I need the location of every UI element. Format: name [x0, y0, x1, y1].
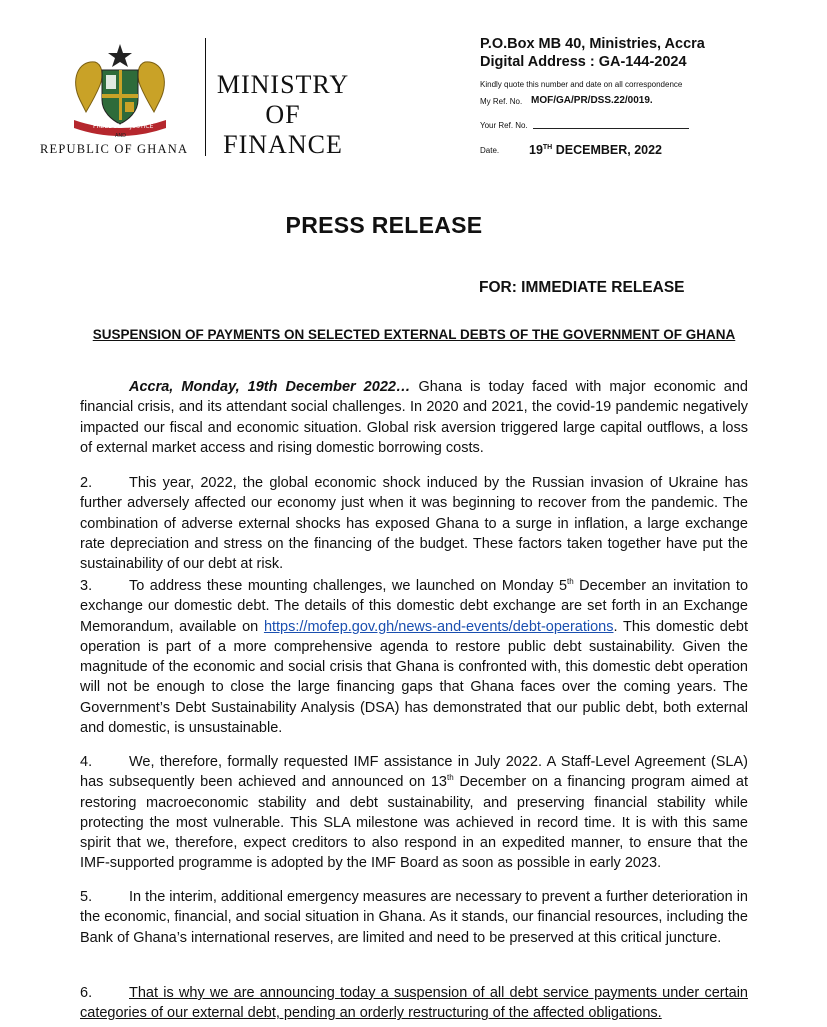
paragraph-2 [80, 473, 748, 574]
release-note: FOR: IMMEDIATE RELEASE [479, 279, 685, 296]
paragraph-6-text: That is why we are announcing today a suspension of all debt service payments under certain categories of our external debt, pending an orderly restructuring of the affected obligations. [80, 985, 748, 1022]
paragraph-1-text: Ghana is today faced with major economic and financial crisis, and its attendant social challenges. In 2020 and 2021, the covid-19 pandemic negatively impacted our fiscal and economic situation. Global risk aversion triggered large capital outflows, a loss of external market access and rising domestic borrowing costs. [80, 379, 748, 456]
my-ref-value: MOF/GA/PR/DSS.22/0019. [531, 95, 653, 106]
ministry-line1: MINISTRY [216, 70, 350, 99]
paragraph-3-sup: th [567, 577, 574, 587]
paragraph-5 [80, 887, 748, 948]
header-divider [205, 38, 206, 156]
paragraph-3-text-a: To address these mounting challenges, we launched on Monday 5 [129, 578, 568, 594]
ministry-line2: OF [265, 100, 301, 129]
date-label: Date. [480, 146, 500, 155]
subject-heading: SUSPENSION OF PAYMENTS ON SELECTED EXTERNAL DEBTS OF THE GOVERNMENT OF GHANA [92, 327, 736, 342]
paragraph-6-number: 6. [80, 985, 93, 1001]
paragraph-2-text: This year, 2022, the global economic shock induced by the Russian invasion of Ukraine has further adversely affected our economy just when it was beginning to recover from the pandemic. The combination of adverse external shocks has exposed Ghana to a surge in inflation, a large exchange rate depreciation and stress on the financing of the budget. These factors taken together have put the sustainability of our debt at risk. [80, 475, 748, 573]
paragraph-5-number: 5. [80, 889, 93, 905]
paragraph-1-lead: Accra, Monday, 19th December 2022… [129, 379, 411, 395]
address-digital: Digital Address : GA-144-2024 [480, 54, 687, 70]
paragraph-4-text-a: We, therefore, formally requested IMF assistance in July 2022. A Staff-Level Agreement (SLA) has subsequently been achieved and announced on 13 [80, 754, 748, 791]
paragraph-4 [80, 752, 748, 874]
crest-motto-left: FREEDOM [93, 123, 123, 130]
paragraph-3-text-b: December an invitation to exchange our domestic debt. The details of this domestic debt exchange are set forth in an Exchange Memorandum, available on [80, 578, 749, 635]
quote-note: Kindly quote this number and date on all correspondence [480, 80, 683, 89]
date-suffix: TH [542, 143, 553, 151]
date-rest: DECEMBER, 2022 [552, 143, 663, 157]
your-ref-blank-line [533, 128, 689, 129]
ministry-line3: FINANCE [223, 130, 343, 159]
paragraph-4-sup: th [446, 773, 454, 783]
paragraph-2-number: 2. [80, 475, 93, 491]
paragraph-4-text-b: December on a financing program aimed at restoring macroeconomic stability and debt sustainability, and preserving financial stability while protecting the most vulnerable. This SLA milestone was achieved in record time. It is with this same spirit that we, therefore, expect creditors to also respond in an expedited manner, to ensure that the IMF-supported programme is adopted by the IMF Board as soon as possible in early 2023. [80, 774, 748, 872]
date-day: 19 [529, 143, 543, 157]
country-name: REPUBLIC OF GHANA [40, 142, 189, 156]
date-value [529, 143, 662, 157]
paragraph-4-number: 4. [80, 754, 93, 770]
ghana-coat-of-arms-icon [60, 40, 180, 140]
debt-operations-link[interactable]: https://mofep.gov.gh/news-and-events/debt-operations [263, 618, 614, 635]
paragraph-3-number: 3. [80, 578, 93, 594]
crest-motto-bottom: AND [115, 133, 127, 139]
paragraph-6 [80, 983, 748, 1024]
address-block [480, 35, 705, 71]
crest-motto-right: JUSTICE [130, 123, 154, 130]
paragraph-3-text-c: . This domestic debt operation is part of a more comprehensive agenda to restore public debt sustainability. Given the magnitude of the economic and social crisis that Ghana is confronted with, this domestic debt operation will not be enough to close the large financing gaps that Ghana faces over the coming years. The Government’s Debt Sustainability Analysis (DSA) has demonstrated that our public debt, both external and domestic, is unsustainable. [80, 618, 748, 737]
ministry-name [214, 70, 352, 160]
my-ref-label: My Ref. No. [480, 97, 523, 106]
paragraph-1 [80, 377, 748, 458]
paragraph-3 [80, 576, 748, 738]
paragraph-5-text: In the interim, additional emergency measures are necessary to prevent a further deterioration in the economic, financial, and social situation in Ghana. As it stands, our financial resources, including the Bank of Ghana’s international reserves, are limited and need to be preserved at this critical juncture. [80, 889, 748, 946]
page-title: PRESS RELEASE [285, 212, 483, 238]
your-ref-label: Your Ref. No. [480, 121, 528, 130]
address-po-box: P.O.Box MB 40, Ministries, Accra [480, 36, 705, 52]
